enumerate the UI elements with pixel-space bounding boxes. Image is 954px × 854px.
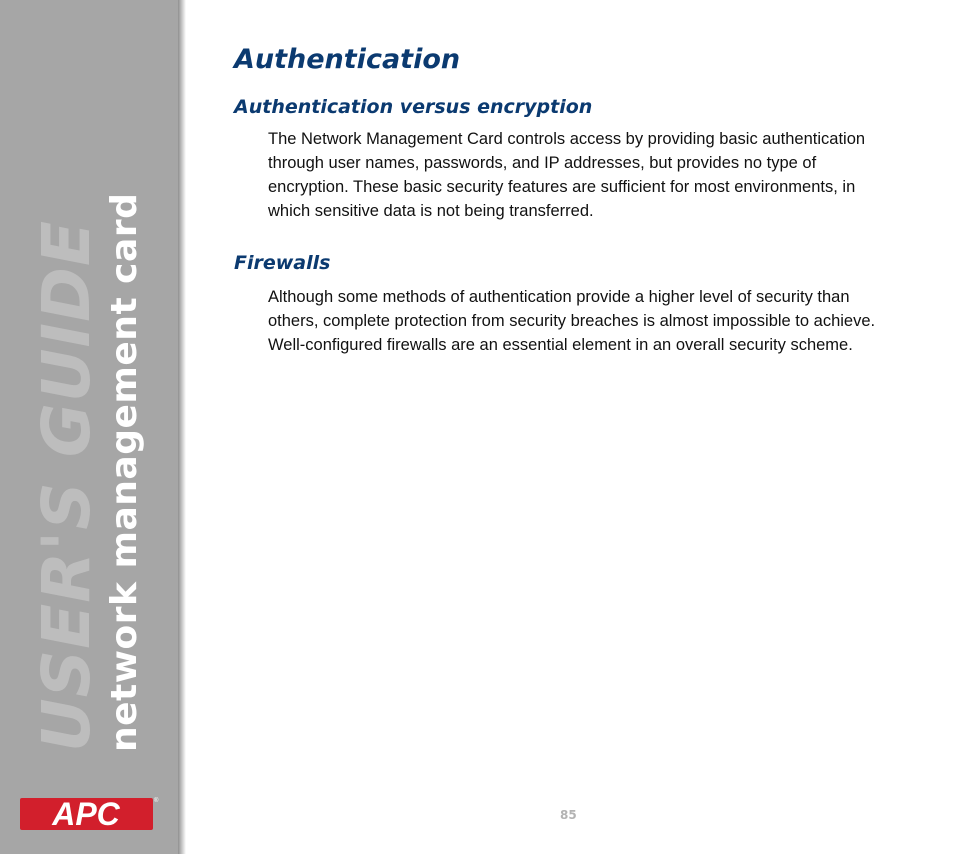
page-number: 85 <box>560 808 577 822</box>
section-body-encryption: The Network Management Card controls access by providing basic authentication through user names, passwords, and IP addresses, but provides no type of encryption. These basic security features are sufficient for most environments, in which sensitive data is not being transferred. <box>268 130 866 220</box>
page-title: Authentication <box>234 44 461 75</box>
sidebar <box>0 0 178 854</box>
guide-subtitle: network management card <box>104 192 145 752</box>
sidebar-shadow <box>178 0 186 854</box>
apc-logo <box>20 792 159 834</box>
guide-title: USER'S GUIDE <box>28 220 105 752</box>
section-heading-encryption: Authentication versus encryption <box>234 96 593 118</box>
logo-trademark: ® <box>154 798 159 804</box>
section-heading-firewalls: Firewalls <box>234 252 331 274</box>
main-content <box>234 40 884 357</box>
logo-text: APC <box>52 796 120 832</box>
section-body-firewalls: Although some methods of authentication provide a higher level of security than others, complete protection from security breaches is almost impossible to achieve. Well-configured firewalls are an essential element in an overall security scheme. <box>268 288 876 354</box>
